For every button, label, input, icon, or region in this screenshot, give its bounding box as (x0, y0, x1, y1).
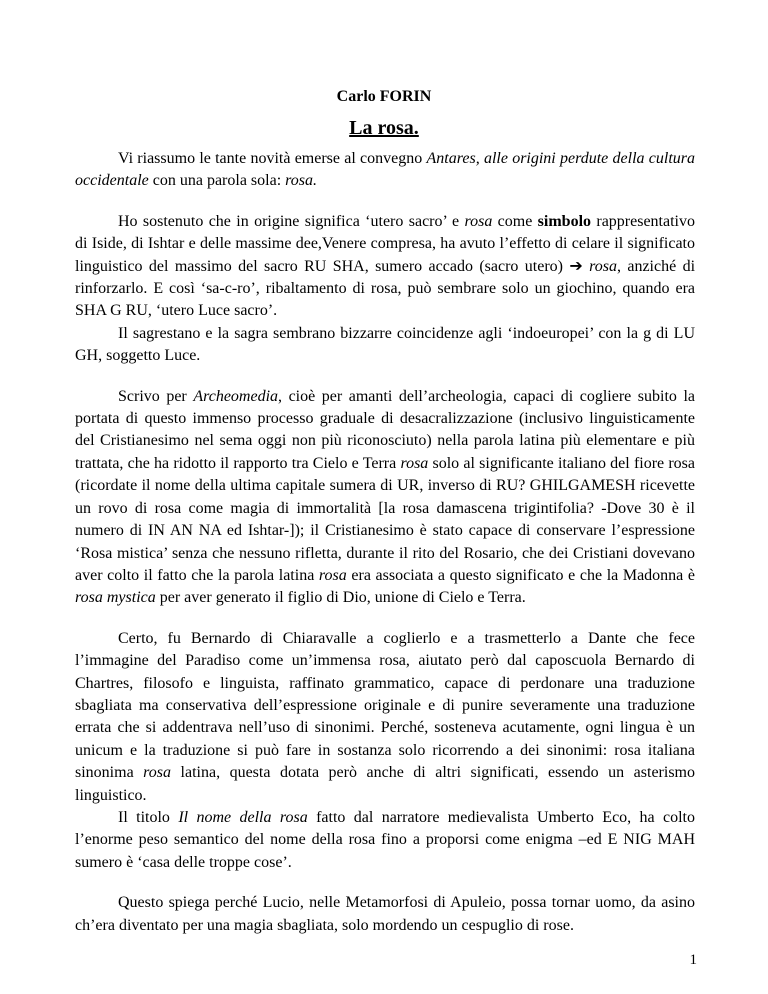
paragraph (75, 211, 695, 323)
paragraph (75, 323, 695, 368)
paragraph-text: latina, questa dotata però anche di altri significati, essendo un asterismo linguistico. (75, 764, 695, 804)
italic-text: rosa mystica (75, 589, 156, 607)
paragraph-text: per aver generato il figlio di Dio, unione di Cielo e Terra. (155, 589, 526, 607)
document-title: La rosa. (349, 117, 419, 139)
paragraph-text: Scrivo per (118, 387, 194, 405)
paragraph-text: Il sagrestano e la sagra sembrano bizzarre coincidenze agli ‘indoeuropei’ con la g di LU GH, soggetto Luce. (75, 324, 695, 365)
page-number: 1 (689, 952, 697, 968)
paragraph (75, 892, 695, 937)
document-body (75, 148, 695, 937)
paragraph-text: solo al significante italiano del fiore rosa (ricordate il nome della ultima capitale sumera di UR, inverso di RU? GHILGAMESH ricevette un rovo di rosa come magia di immortalità [la rosa damascena trigintifolia? -Dove 30 è il numero di IN AN NA ed Ishtar-]); il Cristianesimo è stato capace di conservare l’espressione ‘Rosa mistica’ senza che nessuno rifletta, durante il rito del Rosario, che dei Cristiani dovevano aver colto il fatto che la parola latina (75, 454, 696, 584)
paragraph-text: Il titolo (118, 808, 179, 826)
italic-text: rosa (589, 257, 617, 275)
italic-text: rosa (400, 454, 429, 472)
paragraph-text: fatto dal narratore medievalista Umberto Eco, ha colto l’enorme peso semantico del nome della rosa fino a proporsi come enigma –ed E NIG MAH sumero è ‘casa delle troppe cose’. (75, 808, 696, 871)
bold-text: simbolo (537, 212, 592, 230)
paragraph-text: come (492, 212, 538, 230)
paragraph (75, 807, 695, 874)
paragraph-text: Vi riassumo le tante novità emerse al convegno (118, 150, 427, 167)
italic-text: Archeomedia (193, 387, 279, 405)
paragraph (75, 386, 695, 610)
italic-text: Antares, alle origini perdute della cultura occidentale (75, 150, 695, 190)
italic-text: rosa. (285, 172, 318, 190)
paragraph-text: , anziché di rinforzarlo. E così ‘sa-c-ro’, ribaltamento di rosa, può sembrare solo un giochino, quando era SHA G RU, ‘utero Luce sacro’. (75, 257, 696, 320)
paragraph-text: Ho sostenuto che in origine significa ‘utero sacro’ e (118, 212, 465, 230)
paragraph-text: Certo, fu Bernardo di Chiaravalle a coglierlo e a trasmetterlo a Dante che fece l’immagine del Paradiso come un’immensa rosa, aiutato però dal caposcuola Bernardo di Chartres, filosofo e linguista, raffinato grammatico, capace di perdonare una traduzione sbagliata ma conservativa dell’espressione originale e di punire severamente una traduzione errata che si addentrava nell’uso di sinonimi. Perché, sosteneva acutamente, ogni lingua è un unicum e la traduzione si può fare in sostanza solo ricorrendo a dei sinonimi: rosa italiana sinonima (75, 629, 695, 782)
italic-text: Il nome della rosa (178, 808, 308, 826)
paragraph-text: rappresentativo di Iside, di Ishtar e delle massime dee,Venere compresa, ha avuto l’effetto di celare il significato linguistico del massimo del sacro RU SHA, sumero accado (sacro utero) ➔ (75, 212, 695, 275)
italic-text: rosa (464, 212, 493, 230)
italic-text: rosa (318, 566, 347, 584)
paragraph-text: Questo spiega perché Lucio, nelle Metamorfosi di Apuleio, possa tornar uomo, da asino ch’era diventato per una magia sbagliata, solo mordendo un cespuglio di rose. (75, 894, 695, 934)
paragraph (75, 628, 695, 807)
paragraph-text: con una parola sola: (148, 172, 286, 190)
paragraph-text: era associata a questo significato e che la Madonna è (346, 566, 696, 584)
author-name: Carlo FORIN (336, 88, 432, 105)
italic-text: rosa (143, 764, 172, 782)
paragraph (75, 148, 695, 193)
paragraph-text: , cioè per amanti dell’archeologia, capaci di cogliere subito la portata di questo immenso processo graduale di desacralizzazione (inclusivo linguisticamente del Cristianesimo nel sema oggi non più riconosciuto) nella parola latina più elementare e più trattata, che ha ridotto il rapporto tra Cielo e Terra (75, 387, 696, 472)
